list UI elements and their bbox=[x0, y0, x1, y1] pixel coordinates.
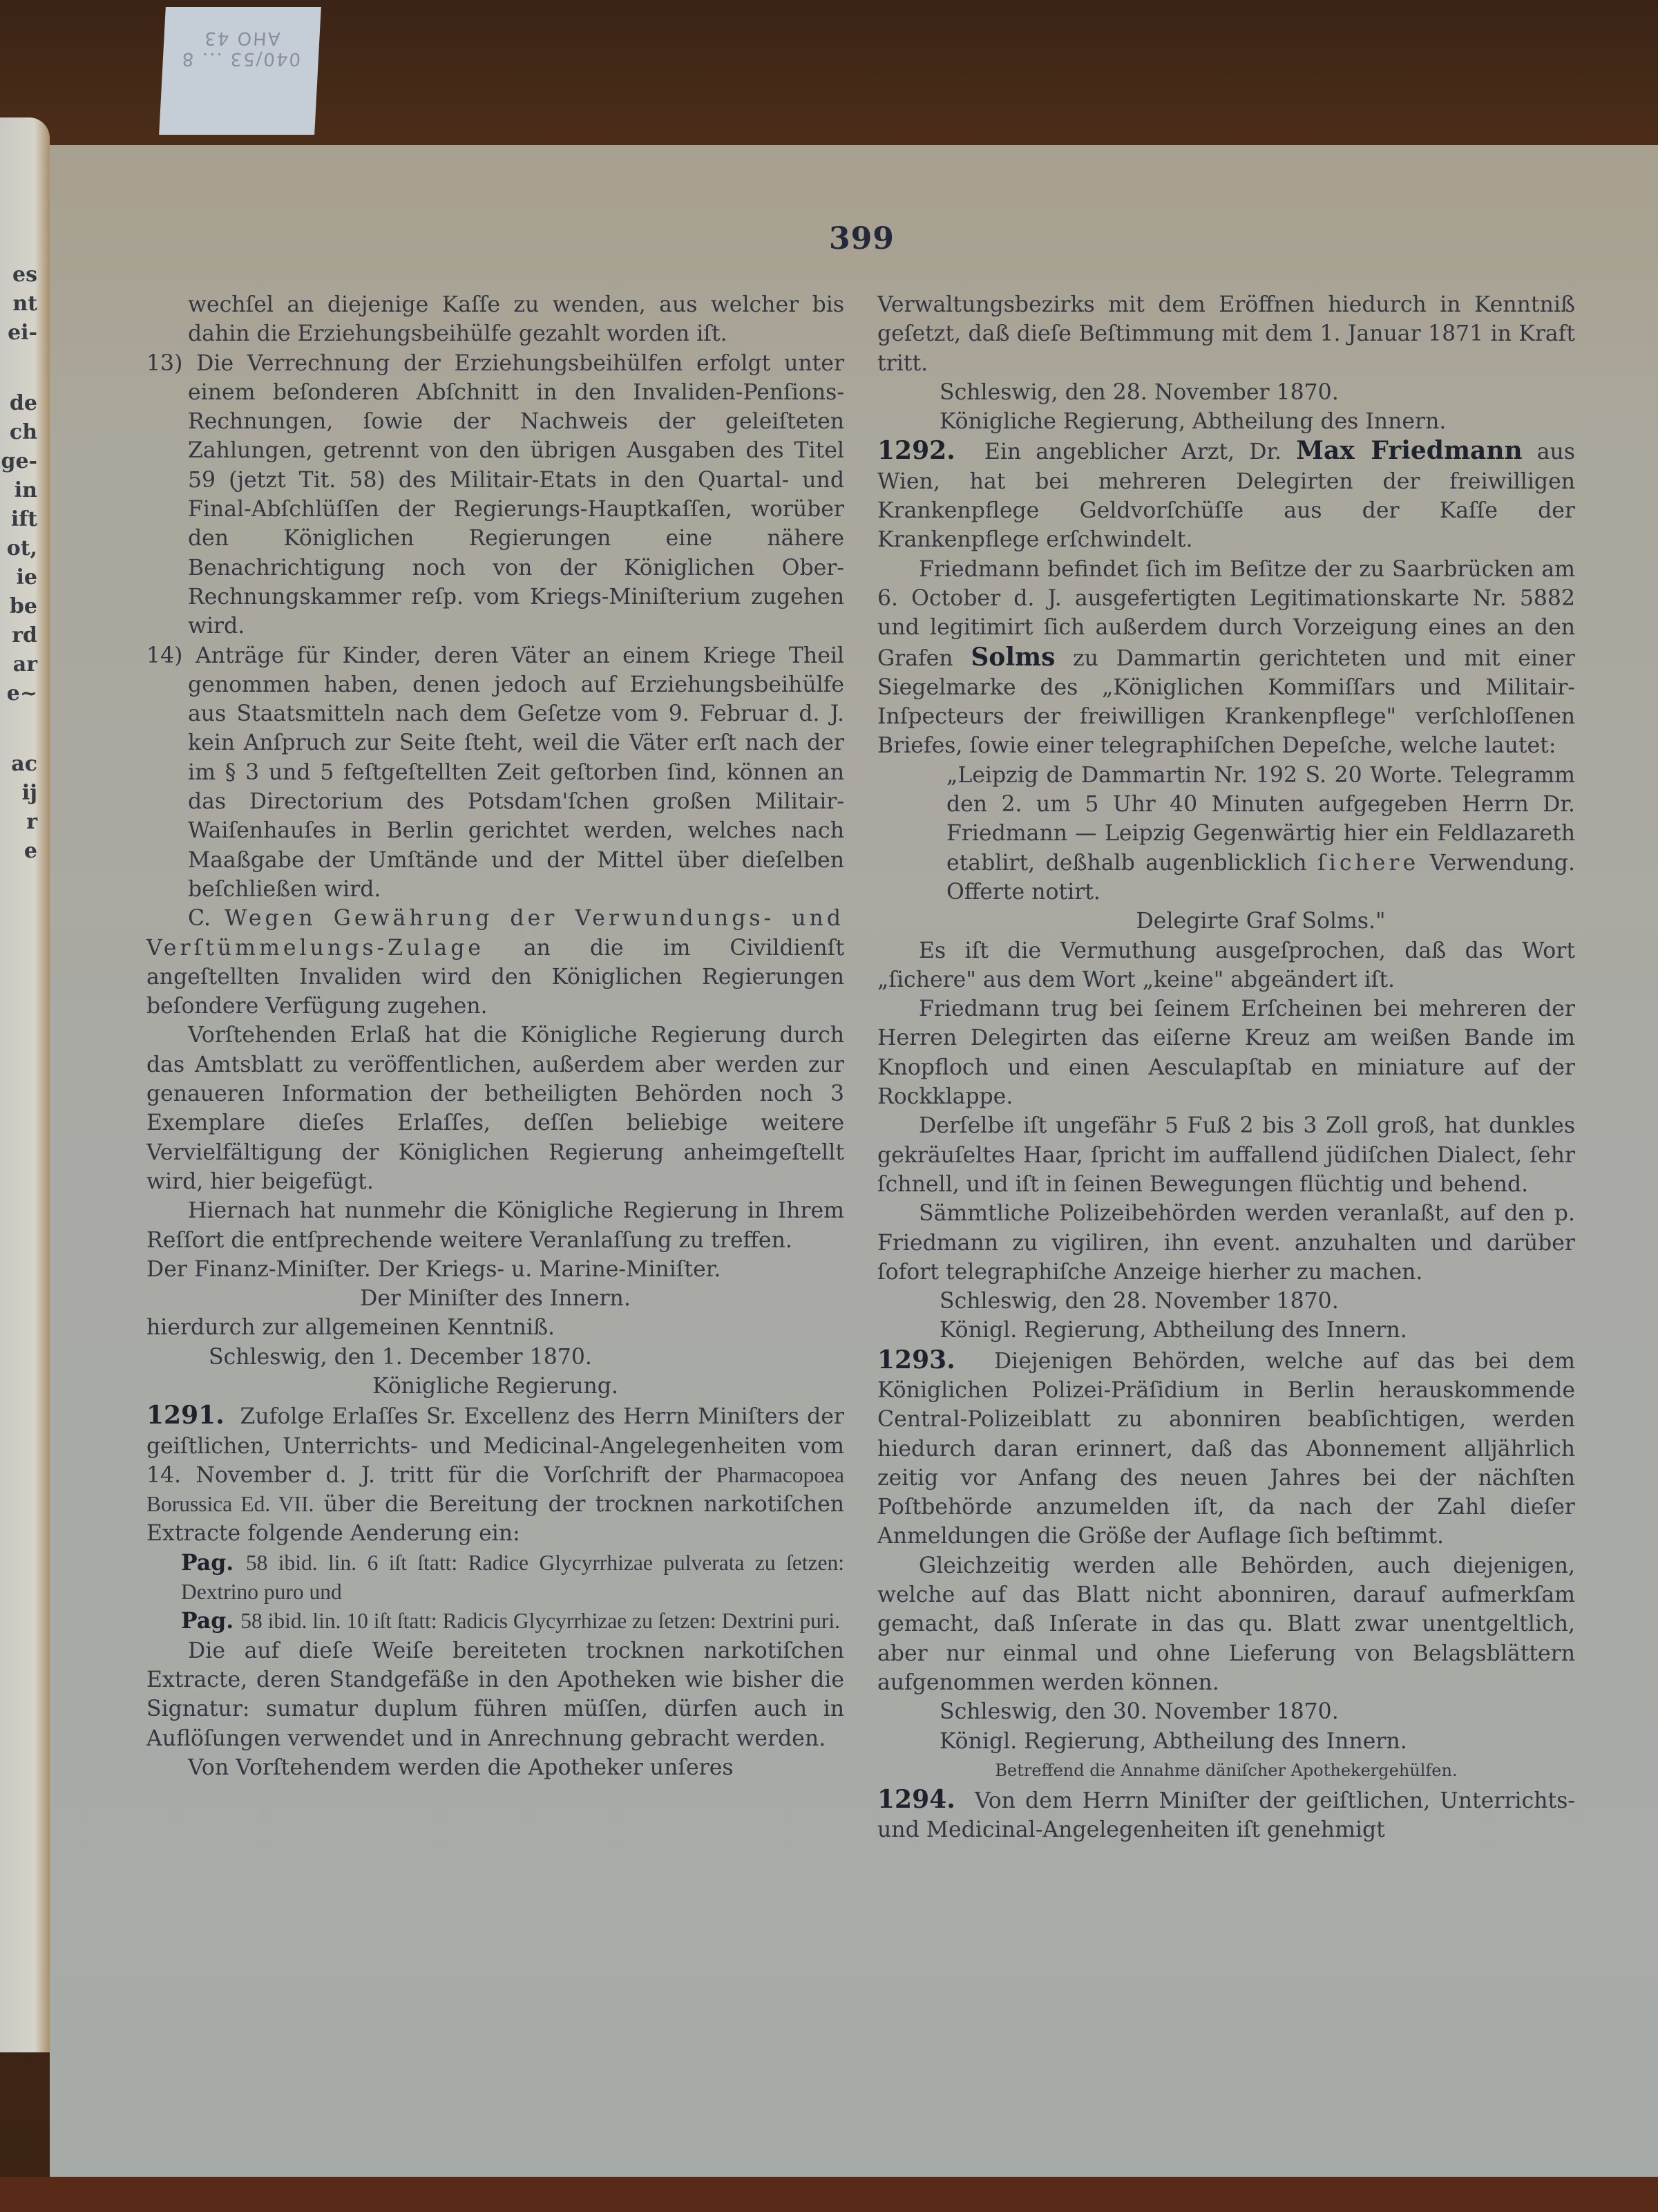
paragraph: Sämmtliche Polizeibehörden werden veranlaßt, auf den p. Friedmann zu vigiliren, ihn event. anzuhalten und darüber ſofort telegraphiſche Anzeige hierher zu machen. bbox=[877, 1201, 1575, 1285]
previous-page-edge bbox=[0, 117, 50, 2052]
authority-signature: Königl. Regierung, Abtheilung des Innern. bbox=[940, 1728, 1407, 1754]
notice-number: 1294. bbox=[877, 1785, 955, 1815]
paragraph: Vorſtehenden Erlaß hat die Königliche Regierung durch das Amtsblatt zu veröffentlichen, außerdem aber werden zur genaueren Information der betheiligten Behörden noch 3 Exemplare dieſes Erlaſſes, deſſen beliebige weitere Vervielfältigung der Königlichen Regierung anheimgeſtellt wird, hier beigefügt. bbox=[146, 1023, 844, 1194]
amendment-line: Pag. 58 ibid. lin. 10 iſt ſtatt: Radicis Glycyrrhizae zu ſetzen: Dextrini puri. bbox=[181, 1608, 841, 1634]
person-name: Max Friedmann bbox=[1296, 436, 1523, 466]
place-date: Schleswig, den 28. November 1870. bbox=[940, 379, 1339, 405]
paragraph-continuation: hierdurch zur allgemeinen Kenntniß. bbox=[146, 1315, 555, 1341]
library-label-slip bbox=[159, 7, 321, 135]
notice-1293: 1293. Diejenigen Behörden, welche auf das bei dem Königlichen Polizei-Präſidium in Berlin herauskommende Central-Polizeiblatt zu abonniren beabſichtigen, werden hiedurch daran erinnert, daß das Abonnement alljährlich zeitig vor Anfang des neuen Jahres bei der nächſten Poſtbehörde anzumelden iſt, da nach der Zahl dieſer Anmeldungen die Größe der Auflage ſich beſtimmt. bbox=[877, 1345, 1576, 1549]
paragraph-continuation: Verwaltungsbezirks mit dem Eröffnen hiedurch in Kenntniß geſetzt, daß dieſe Beſtimmung mit dem 1. Januar 1871 in Kraft tritt. bbox=[877, 292, 1575, 376]
notice-1292: 1292. Ein angeblicher Arzt, Dr. Max Friedmann aus Wien, hat bei mehreren Delegirten der freiwilligen Krankenpflege Geldvorſchüſſe aus der Kaſſe der Krankenpflege erſchwindelt. bbox=[877, 436, 1575, 553]
authority-signature: Königliche Regierung, Abtheilung des Innern. bbox=[940, 409, 1447, 435]
prev-page-fragment: ift bbox=[10, 507, 37, 531]
prev-page-fragment: ie bbox=[16, 565, 37, 589]
right-column bbox=[877, 290, 1575, 1845]
left-column bbox=[146, 290, 844, 1782]
amendment-line: Pag. 58 ibid. lin. 6 iſt ſtatt: Radice Glycyrrhizae pulverata zu ſetzen: Dextrino puro und bbox=[181, 1549, 844, 1605]
subject-heading: Betreffend die Annahme däniſcher Apothekergehülfen. bbox=[995, 1760, 1458, 1780]
item-number: 13) bbox=[146, 350, 183, 376]
book-cover-bottom bbox=[0, 2177, 1658, 2212]
notice-number: 1291. bbox=[146, 1401, 225, 1430]
signers-line: Der Finanz-Miniſter. Der Kriegs- u. Marine-Miniſter. bbox=[146, 1256, 721, 1282]
item-number: 14) bbox=[146, 643, 183, 668]
prev-page-fragment: r bbox=[26, 810, 37, 834]
paragraph: Es iſt die Vermuthung ausgeſprochen, daß das Wort „ſichere" aus dem Wort „keine" abgeändert iſt. bbox=[877, 938, 1575, 992]
prev-page-fragment: nt bbox=[12, 292, 37, 316]
authority-signature: Königliche Regierung. bbox=[372, 1373, 618, 1399]
label-slip-text: 040/53 ... 8 AHO 43 bbox=[180, 28, 301, 69]
paragraph: Friedmann trug bei ſeinem Erſcheinen bei mehreren der Herren Delegirten das eiſerne Kreuz am weißen Bande im Knopfloch und einen Aesculapſtab en miniature auf der Rockklappe. bbox=[877, 996, 1575, 1110]
paragraph: Die auf dieſe Weiſe bereiteten trocknen narkotiſchen Extracte, deren Standgefäße in den Apotheken wie bisher die Signatur: sumatur duplum führen müſſen, dürfen auch in Auflöſungen verwendet und in Anrechnung gebracht werden. bbox=[146, 1638, 844, 1751]
section-c: C. Wegen Gewährung der Verwundungs- und Verſtümmelungs-Zulage an die im Civildienſt angeſtellten Invaliden wird den Königlichen Regierungen beſondere Verfügung zugehen. bbox=[146, 906, 845, 1019]
authority-signature: Königl. Regierung, Abtheilung des Innern. bbox=[940, 1318, 1407, 1343]
list-item-13: 13) Die Verrechnung der Erziehungsbeihülfen erfolgt unter einem beſonderen Abſchnitt in den Invaliden-Penſions-Rechnungen, ſowie der Nachweis der geleiſteten Zahlungen, getrennt von den übrigen Ausgaben des Titel 59 (jetzt Tit. 58) des Militair-Etats in den Quartal- und Final-Abſchlüſſen der Regierungs-Hauptkaſſen, worüber den Königlichen Regierungen eine nähere Benachrichtigung noch von der Königlichen Ober-Rechnungskammer reſp. vom Kriegs-Miniſterium zugehen wird. bbox=[146, 350, 845, 639]
prev-page-fragment: be bbox=[9, 594, 37, 618]
prev-page-fragment: rd bbox=[12, 623, 37, 647]
prev-page-fragment: ac bbox=[11, 752, 37, 776]
prev-page-fragment: in bbox=[14, 478, 37, 502]
place-date: Schleswig, den 30. November 1870. bbox=[940, 1699, 1339, 1725]
prev-page-fragment: ij bbox=[21, 781, 37, 805]
list-item-14: 14) Anträge für Kinder, deren Väter an einem Kriege Theil genommen haben, denen jedoch auf Erziehungsbeihülfe aus Staatsmitteln nach dem Geſetze vom 9. Februar d. J. kein Anſpruch zur Seite ſteht, weil die Väter erſt nach der im § 3 und 5 feſtgeſtellten Zeit geſtorben ſind, können an das Directorium des Potsdam'ſchen großen Militair-Waiſenhauſes in Berlin gerichtet werden, welches nach Maaßgabe der Umſtände und der Mittel über dieſelben beſchließen wird. bbox=[146, 643, 845, 902]
paragraph: Friedmann befindet ſich im Beſitze der zu Saarbrücken am 6. October d. J. ausgefertigten Legitimationskarte Nr. 5882 und legitimirt ſich außerdem durch Vorzeigung eines an den Grafen Solms zu Dammartin gerichteten und mit einer Siegelmarke des „Königlichen Kommiſſars und Militair-Inſpecteurs der freiwilligen Krankenpflege" verſchloſſenen Briefes, ſowie einer telegraphiſchen Depeſche, welche lautet: bbox=[877, 556, 1575, 759]
notice-1291: 1291. Zufolge Erlaſſes Sr. Excellenz des Herrn Miniſters der geiſtlichen, Unterrichts- und Medicinal-Angelegenheiten vom 14. November d. J. tritt für die Vorſchrift der Pharmacopoea Borussica Ed. VII. über die Bereitung der trocknen narkotiſchen Extracte folgende Aenderung ein: bbox=[146, 1401, 844, 1547]
prev-page-fragment: e bbox=[23, 839, 37, 863]
paragraph: Derſelbe iſt ungefähr 5 Fuß 2 bis 3 Zoll groß, hat dunkles gekräuſeltes Haar, ſpricht im auffallend jüdiſchen Dialect, ſehr ſchnell, und iſt in ſeinen Bewegungen flüchtig und behend. bbox=[877, 1113, 1575, 1197]
telegram-quote: „Leipzig de Dammartin Nr. 192 S. 20 Worte. Telegramm den 2. um 5 Uhr 40 Minuten aufgegeben Herrn Dr. Friedmann — Leipzig Gegenwärtig hier ein Feldlazareth etablirt, deßhalb augenblicklich ſichere Verwendung. Offerte notirt. bbox=[946, 762, 1575, 905]
prev-page-fragment: ar bbox=[12, 652, 37, 677]
section-heading: Wegen Gewährung der Verwundungs- und Verſtümmelungs-Zulage bbox=[146, 906, 845, 961]
notice-number: 1293. bbox=[877, 1345, 955, 1374]
notice-number: 1292. bbox=[877, 436, 955, 466]
prev-page-fragment: ch bbox=[9, 420, 37, 444]
place-date: Schleswig, den 28. November 1870. bbox=[940, 1289, 1339, 1314]
page-number: 399 bbox=[829, 221, 895, 256]
paragraph-continuation: wechſel an diejenige Kaſſe zu wenden, aus welcher bis dahin die Erziehungsbeihülfe gezahlt worden iſt. bbox=[188, 292, 844, 347]
paragraph: Hiernach hat nunmehr die Königliche Regierung in Ihrem Reſſort die entſprechende weitere Veranlaſſung zu treffen. bbox=[146, 1198, 844, 1253]
prev-page-fragment: e~ bbox=[6, 681, 37, 706]
prev-page-fragment: ei- bbox=[8, 321, 37, 345]
prev-page-fragment: ge- bbox=[1, 449, 37, 473]
telegram-signature: Delegirte Graf Solms." bbox=[1136, 909, 1386, 934]
prev-page-fragment: ot, bbox=[6, 536, 37, 560]
paragraph: Gleichzeitig werden alle Behörden, auch diejenigen, welche auf das Blatt nicht abonniren, darauf aufmerkſam gemacht, daß Inſerate in das qu. Blatt zwar unentgeltlich, aber nur einmal und ohne Lieferung von Belagsblättern aufgenommen werden können. bbox=[877, 1553, 1575, 1695]
signers-line-2: Der Miniſter des Innern. bbox=[360, 1286, 631, 1312]
place-date: Schleswig, den 1. December 1870. bbox=[209, 1344, 592, 1370]
paragraph: Von Vorſtehendem werden die Apotheker unſeres bbox=[188, 1755, 734, 1780]
prev-page-fragment: de bbox=[9, 391, 37, 415]
notice-1294: 1294. Von dem Herrn Miniſter der geiſtlichen, Unterrichts- und Medicinal-Angelegenheiten iſt genehmigt bbox=[877, 1785, 1576, 1843]
prev-page-fragment: es bbox=[12, 263, 37, 287]
